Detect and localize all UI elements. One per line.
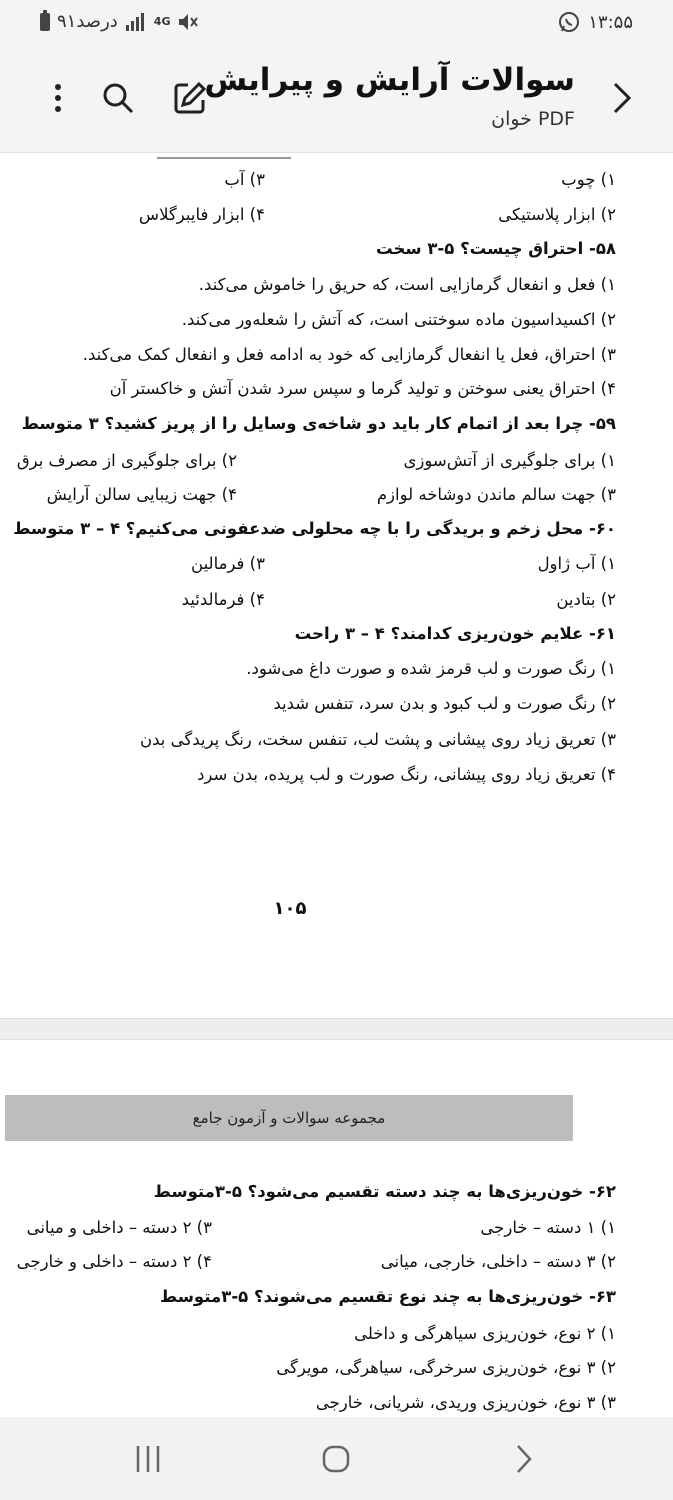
back-button[interactable] bbox=[600, 76, 644, 120]
chevron-right-icon bbox=[612, 81, 632, 115]
page-separator bbox=[0, 1018, 673, 1040]
answer-option: ۱) آب ژاول bbox=[537, 554, 616, 573]
app-bar bbox=[0, 46, 673, 153]
answer-option: ۲) ۳ نوع، خون‌ریزی سرخرگی، سیاهرگی، مویرگی bbox=[276, 1358, 616, 1377]
battery-icon bbox=[40, 13, 50, 31]
question-text: ۵۸- احتراق چیست؟ ۵-۳ سخت bbox=[375, 239, 616, 258]
status-bar bbox=[0, 0, 673, 46]
answer-option: ۱) برای جلوگیری از آتش‌سوزی bbox=[403, 451, 616, 470]
page-title: سوالات آرایش و پیرایش bbox=[204, 62, 575, 98]
mute-icon bbox=[177, 12, 199, 32]
answer-option: ۲) ۳ دسته – داخلی، خارجی، میانی bbox=[380, 1252, 616, 1271]
question-text: ۶۰- محل زخم و بریدگی را با چه محلولی ضدعفونی می‌کنیم؟ ۴ – ۳ متوسط bbox=[13, 519, 616, 538]
page-number: ۱۰۵ bbox=[273, 898, 307, 919]
answer-option: ۳) آب bbox=[224, 170, 265, 189]
answer-option: ۴) تعریق زیاد روی پیشانی، رنگ صورت و لب پریده، بدن سرد bbox=[197, 765, 616, 784]
more-options-button[interactable] bbox=[36, 76, 80, 120]
answer-option: ۱) رنگ صورت و لب قرمز شده و صورت داغ می‌شود. bbox=[246, 659, 616, 678]
question-text: ۶۳- خون‌ریزی‌ها به چند نوع تقسیم می‌شوند؟ ۵-۳متوسط bbox=[160, 1287, 616, 1306]
recent-apps-button[interactable] bbox=[124, 1439, 172, 1479]
answer-option: ۴) ۲ دسته – داخلی و خارجی bbox=[16, 1252, 212, 1271]
answer-option: ۳) فرمالین bbox=[191, 554, 265, 573]
answer-option: ۱) چوب bbox=[561, 170, 616, 189]
answer-option: ۲) ابزار پلاستیکی bbox=[498, 205, 616, 224]
answer-option: ۳) تعریق زیاد روی پیشانی و پشت لب، تنفس سخت، رنگ پریدگی بدن bbox=[140, 730, 616, 749]
answer-option: ۱) ۱ دسته – خارجی bbox=[480, 1218, 616, 1237]
nav-back-button[interactable] bbox=[500, 1439, 548, 1479]
network-type: 4G bbox=[153, 15, 171, 28]
answer-option: ۳) جهت سالم ماندن دوشاخه لوازم bbox=[376, 485, 616, 504]
chevron-right-icon bbox=[514, 1443, 534, 1475]
search-icon bbox=[101, 81, 135, 115]
cut-off-text-fragment bbox=[155, 153, 295, 161]
answer-option: ۳) ۳ نوع، خون‌ریزی وریدی، شریانی، خارجی bbox=[315, 1393, 616, 1412]
signal-icon bbox=[125, 13, 147, 31]
status-left bbox=[40, 11, 199, 32]
answer-option: ۳) ۲ دسته – داخلی و میانی bbox=[26, 1218, 212, 1237]
status-right bbox=[558, 11, 633, 33]
page-header-text: مجموعه سوالات و آزمون جامع bbox=[192, 1109, 386, 1127]
pdf-document[interactable] bbox=[0, 153, 673, 1417]
answer-option: ۱) فعل و انفعال گرمازایی است، که حریق را خاموش می‌کند. bbox=[198, 275, 616, 294]
answer-option: ۲) برای جلوگیری از مصرف برق bbox=[16, 451, 237, 470]
edit-icon bbox=[172, 80, 208, 116]
answer-option: ۱) ۲ نوع، خون‌ریزی سیاهرگی و داخلی bbox=[354, 1324, 616, 1343]
answer-option: ۳) احتراق، فعل یا انفعال گرمازایی که خود به ادامه فعل و انفعال کمک می‌کند. bbox=[82, 345, 616, 364]
question-text: ۶۲- خون‌ریزی‌ها به چند دسته تقسیم می‌شود؟ ۵-۳متوسط bbox=[153, 1182, 616, 1201]
recent-apps-icon bbox=[133, 1444, 163, 1474]
search-button[interactable] bbox=[96, 76, 140, 120]
answer-option: ۴) جهت زیبایی سالن آرایش bbox=[46, 485, 237, 504]
question-text: ۵۹- چرا بعد از اتمام کار باید دو شاخه‌ی وسایل را از پریز کشید؟ ۳ متوسط bbox=[21, 414, 616, 433]
answer-option: ۴) فرمالدئید bbox=[181, 590, 265, 609]
answer-option: ۴) ابزار فایبرگلاس bbox=[138, 205, 265, 224]
home-button[interactable] bbox=[312, 1439, 360, 1479]
more-vertical-icon bbox=[53, 82, 63, 114]
page-header-band bbox=[5, 1095, 573, 1141]
home-icon bbox=[321, 1444, 351, 1474]
battery-text: ۹۱درصد bbox=[57, 11, 118, 32]
answer-option: ۲) بتادین bbox=[556, 590, 616, 609]
answer-option: ۲) اکسیداسیون ماده سوختنی است، که آتش را شعله‌ور می‌کند. bbox=[181, 310, 616, 329]
answer-option: ۴) احتراق یعنی سوختن و تولید گرما و سپس سرد شدن آتش و خاکستر آن bbox=[109, 379, 616, 398]
whatsapp-icon bbox=[558, 11, 580, 33]
system-nav-bar bbox=[0, 1417, 673, 1500]
question-text: ۶۱- علایم خون‌ریزی کدامند؟ ۴ – ۳ راحت bbox=[294, 624, 616, 643]
page-subtitle: PDF خوان bbox=[491, 108, 575, 130]
clock: ۱۳:۵۵ bbox=[588, 11, 633, 33]
answer-option: ۲) رنگ صورت و لب کبود و بدن سرد، تنفس شدید bbox=[273, 694, 616, 713]
